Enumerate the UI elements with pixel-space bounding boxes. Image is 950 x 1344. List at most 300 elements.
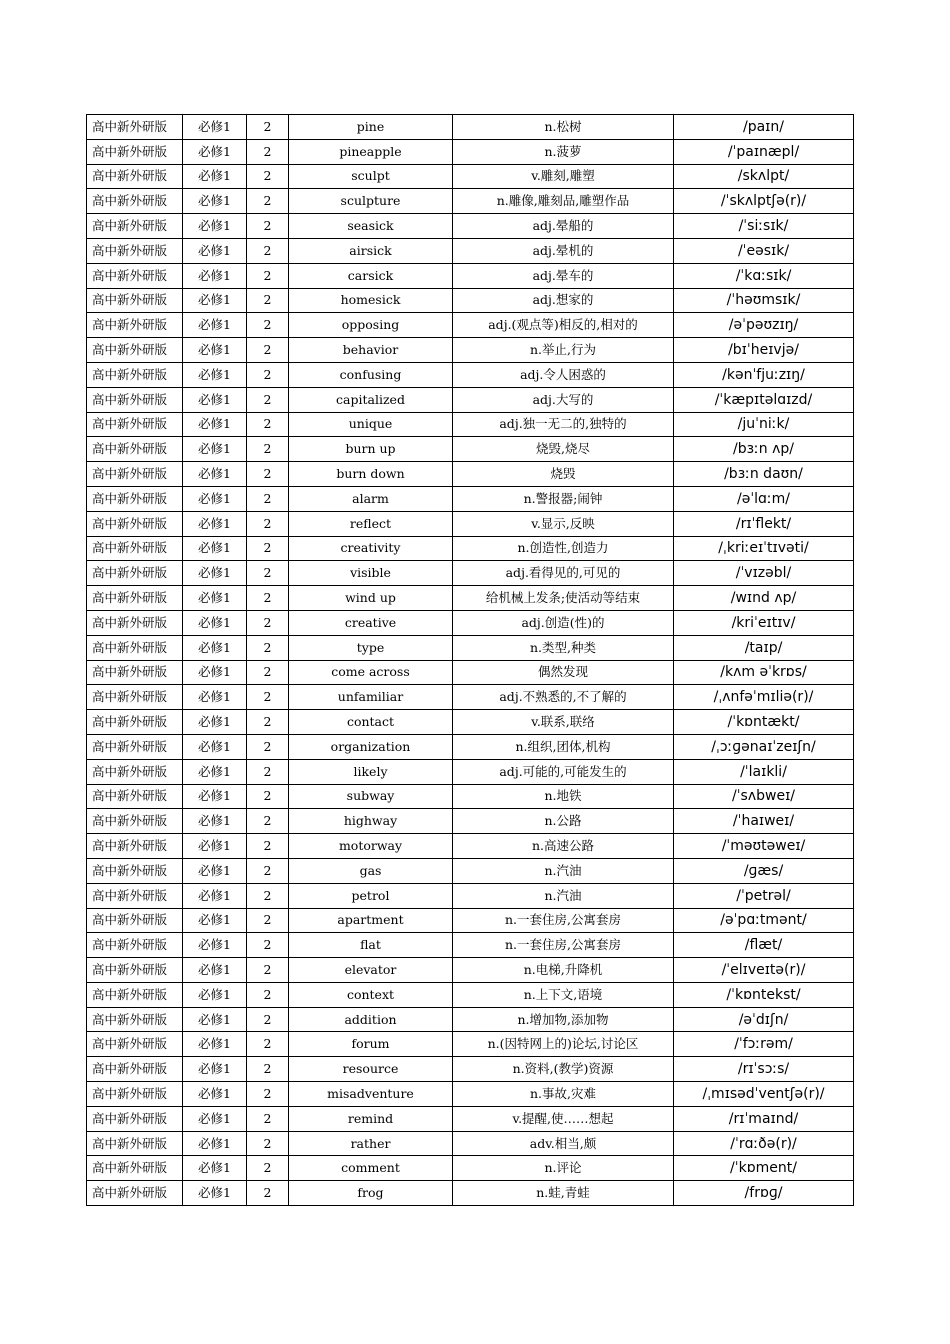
word-cell: subway <box>289 784 453 809</box>
phonetic-cell: /rɪˈmaɪnd/ <box>674 1106 854 1131</box>
textbook-cell: 高中新外研版 <box>87 313 183 338</box>
textbook-cell: 高中新外研版 <box>87 437 183 462</box>
word-cell: type <box>289 635 453 660</box>
textbook-cell: 高中新外研版 <box>87 933 183 958</box>
table-row <box>87 238 854 263</box>
unit-cell: 2 <box>247 1181 289 1206</box>
unit-cell: 2 <box>247 189 289 214</box>
word-cell: contact <box>289 710 453 735</box>
phonetic-cell: /kriˈeɪtɪv/ <box>674 610 854 635</box>
table-row <box>87 933 854 958</box>
word-cell: motorway <box>289 834 453 859</box>
textbook-cell: 高中新外研版 <box>87 710 183 735</box>
textbook-cell: 高中新外研版 <box>87 858 183 883</box>
table-row <box>87 561 854 586</box>
module-cell: 必修1 <box>183 1106 247 1131</box>
table-row <box>87 660 854 685</box>
word-cell: rather <box>289 1131 453 1156</box>
word-cell: likely <box>289 759 453 784</box>
unit-cell: 2 <box>247 214 289 239</box>
textbook-cell: 高中新外研版 <box>87 1106 183 1131</box>
meaning-cell: n.汽油 <box>453 883 674 908</box>
unit-cell: 2 <box>247 511 289 536</box>
table-row <box>87 858 854 883</box>
unit-cell: 2 <box>247 610 289 635</box>
textbook-cell: 高中新外研版 <box>87 809 183 834</box>
unit-cell: 2 <box>247 238 289 263</box>
phonetic-cell: /ˈkæpɪtəlɑɪzd/ <box>674 387 854 412</box>
module-cell: 必修1 <box>183 561 247 586</box>
meaning-cell: 给机械上发条;使活动等结束 <box>453 586 674 611</box>
word-cell: gas <box>289 858 453 883</box>
phonetic-cell: /ˈməʊtəweɪ/ <box>674 834 854 859</box>
word-cell: forum <box>289 1032 453 1057</box>
phonetic-cell: /paɪn/ <box>674 115 854 140</box>
table-row <box>87 189 854 214</box>
table-row <box>87 362 854 387</box>
meaning-cell: n.资料,(教学)资源 <box>453 1057 674 1082</box>
module-cell: 必修1 <box>183 1057 247 1082</box>
table-row <box>87 164 854 189</box>
module-cell: 必修1 <box>183 958 247 983</box>
phonetic-cell: /bɜːn daʊn/ <box>674 462 854 487</box>
module-cell: 必修1 <box>183 164 247 189</box>
unit-cell: 2 <box>247 412 289 437</box>
phonetic-cell: /ˈfɔːrəm/ <box>674 1032 854 1057</box>
textbook-cell: 高中新外研版 <box>87 586 183 611</box>
textbook-cell: 高中新外研版 <box>87 387 183 412</box>
textbook-cell: 高中新外研版 <box>87 958 183 983</box>
table-row <box>87 214 854 239</box>
module-cell: 必修1 <box>183 710 247 735</box>
meaning-cell: adj.想家的 <box>453 288 674 313</box>
unit-cell: 2 <box>247 933 289 958</box>
phonetic-cell: /ˈelɪveɪtə(r)/ <box>674 958 854 983</box>
table-row <box>87 784 854 809</box>
textbook-cell: 高中新外研版 <box>87 214 183 239</box>
module-cell: 必修1 <box>183 660 247 685</box>
vocabulary-table-body <box>87 115 854 1206</box>
table-row <box>87 809 854 834</box>
unit-cell: 2 <box>247 635 289 660</box>
phonetic-cell: /taɪp/ <box>674 635 854 660</box>
unit-cell: 2 <box>247 834 289 859</box>
word-cell: airsick <box>289 238 453 263</box>
unit-cell: 2 <box>247 313 289 338</box>
phonetic-cell: /bɪˈheɪvjə/ <box>674 338 854 363</box>
textbook-cell: 高中新外研版 <box>87 412 183 437</box>
word-cell: carsick <box>289 263 453 288</box>
meaning-cell: n.增加物,添加物 <box>453 1007 674 1032</box>
word-cell: wind up <box>289 586 453 611</box>
meaning-cell: n.评论 <box>453 1156 674 1181</box>
textbook-cell: 高中新外研版 <box>87 635 183 660</box>
word-cell: burn up <box>289 437 453 462</box>
unit-cell: 2 <box>247 710 289 735</box>
textbook-cell: 高中新外研版 <box>87 834 183 859</box>
module-cell: 必修1 <box>183 362 247 387</box>
meaning-cell: n.雕像,雕刻品,雕塑作品 <box>453 189 674 214</box>
phonetic-cell: /kənˈfjuːzɪŋ/ <box>674 362 854 387</box>
table-row <box>87 412 854 437</box>
module-cell: 必修1 <box>183 263 247 288</box>
meaning-cell: n.(因特网上的)论坛,讨论区 <box>453 1032 674 1057</box>
word-cell: opposing <box>289 313 453 338</box>
table-row <box>87 139 854 164</box>
word-cell: frog <box>289 1181 453 1206</box>
unit-cell: 2 <box>247 908 289 933</box>
meaning-cell: adj.独一无二的,独特的 <box>453 412 674 437</box>
word-cell: remind <box>289 1106 453 1131</box>
module-cell: 必修1 <box>183 313 247 338</box>
textbook-cell: 高中新外研版 <box>87 685 183 710</box>
table-row <box>87 710 854 735</box>
unit-cell: 2 <box>247 1082 289 1107</box>
meaning-cell: n.汽油 <box>453 858 674 883</box>
unit-cell: 2 <box>247 486 289 511</box>
meaning-cell: adj.(观点等)相反的,相对的 <box>453 313 674 338</box>
meaning-cell: n.举止,行为 <box>453 338 674 363</box>
module-cell: 必修1 <box>183 610 247 635</box>
meaning-cell: n.警报器;闹钟 <box>453 486 674 511</box>
table-row <box>87 610 854 635</box>
unit-cell: 2 <box>247 139 289 164</box>
unit-cell: 2 <box>247 1156 289 1181</box>
textbook-cell: 高中新外研版 <box>87 263 183 288</box>
unit-cell: 2 <box>247 586 289 611</box>
module-cell: 必修1 <box>183 115 247 140</box>
word-cell: unfamiliar <box>289 685 453 710</box>
table-row <box>87 1007 854 1032</box>
unit-cell: 2 <box>247 561 289 586</box>
meaning-cell: n.地铁 <box>453 784 674 809</box>
phonetic-cell: /ˈsiːsɪk/ <box>674 214 854 239</box>
word-cell: seasick <box>289 214 453 239</box>
meaning-cell: adj.不熟悉的,不了解的 <box>453 685 674 710</box>
phonetic-cell: /rɪˈsɔːs/ <box>674 1057 854 1082</box>
phonetic-cell: /ˈsʌbweɪ/ <box>674 784 854 809</box>
table-row <box>87 288 854 313</box>
meaning-cell: n.菠萝 <box>453 139 674 164</box>
table-row <box>87 263 854 288</box>
module-cell: 必修1 <box>183 784 247 809</box>
textbook-cell: 高中新外研版 <box>87 759 183 784</box>
textbook-cell: 高中新外研版 <box>87 115 183 140</box>
unit-cell: 2 <box>247 982 289 1007</box>
textbook-cell: 高中新外研版 <box>87 1156 183 1181</box>
phonetic-cell: /ˈkɒntekst/ <box>674 982 854 1007</box>
unit-cell: 2 <box>247 288 289 313</box>
phonetic-cell: /ˌkriːeɪˈtɪvəti/ <box>674 536 854 561</box>
phonetic-cell: /flæt/ <box>674 933 854 958</box>
module-cell: 必修1 <box>183 1032 247 1057</box>
phonetic-cell: /ˈhaɪweɪ/ <box>674 809 854 834</box>
phonetic-cell: /ɡæs/ <box>674 858 854 883</box>
unit-cell: 2 <box>247 462 289 487</box>
unit-cell: 2 <box>247 759 289 784</box>
phonetic-cell: /ˈlaɪkli/ <box>674 759 854 784</box>
module-cell: 必修1 <box>183 586 247 611</box>
table-row <box>87 387 854 412</box>
unit-cell: 2 <box>247 362 289 387</box>
unit-cell: 2 <box>247 164 289 189</box>
module-cell: 必修1 <box>183 486 247 511</box>
word-cell: pine <box>289 115 453 140</box>
meaning-cell: adj.可能的,可能发生的 <box>453 759 674 784</box>
textbook-cell: 高中新外研版 <box>87 1032 183 1057</box>
table-row <box>87 1106 854 1131</box>
word-cell: homesick <box>289 288 453 313</box>
phonetic-cell: /ˈkɒment/ <box>674 1156 854 1181</box>
textbook-cell: 高中新外研版 <box>87 561 183 586</box>
unit-cell: 2 <box>247 437 289 462</box>
table-row <box>87 586 854 611</box>
word-cell: behavior <box>289 338 453 363</box>
meaning-cell: adj.看得见的,可见的 <box>453 561 674 586</box>
textbook-cell: 高中新外研版 <box>87 536 183 561</box>
phonetic-cell: /əˈdɪʃn/ <box>674 1007 854 1032</box>
module-cell: 必修1 <box>183 1156 247 1181</box>
phonetic-cell: /kʌm əˈkrɒs/ <box>674 660 854 685</box>
table-row <box>87 883 854 908</box>
vocabulary-table <box>86 114 854 1206</box>
module-cell: 必修1 <box>183 139 247 164</box>
table-row <box>87 462 854 487</box>
unit-cell: 2 <box>247 536 289 561</box>
meaning-cell: n.类型,种类 <box>453 635 674 660</box>
meaning-cell: n.公路 <box>453 809 674 834</box>
word-cell: unique <box>289 412 453 437</box>
table-row <box>87 1032 854 1057</box>
module-cell: 必修1 <box>183 834 247 859</box>
word-cell: capitalized <box>289 387 453 412</box>
meaning-cell: n.松树 <box>453 115 674 140</box>
table-row <box>87 536 854 561</box>
meaning-cell: adv.相当,颇 <box>453 1131 674 1156</box>
word-cell: burn down <box>289 462 453 487</box>
textbook-cell: 高中新外研版 <box>87 189 183 214</box>
phonetic-cell: /ˈkɑːsɪk/ <box>674 263 854 288</box>
textbook-cell: 高中新外研版 <box>87 486 183 511</box>
meaning-cell: v.显示,反映 <box>453 511 674 536</box>
table-row <box>87 1156 854 1181</box>
unit-cell: 2 <box>247 1106 289 1131</box>
word-cell: come across <box>289 660 453 685</box>
table-row <box>87 1082 854 1107</box>
textbook-cell: 高中新外研版 <box>87 288 183 313</box>
unit-cell: 2 <box>247 115 289 140</box>
module-cell: 必修1 <box>183 214 247 239</box>
textbook-cell: 高中新外研版 <box>87 610 183 635</box>
unit-cell: 2 <box>247 660 289 685</box>
textbook-cell: 高中新外研版 <box>87 1007 183 1032</box>
table-row <box>87 635 854 660</box>
phonetic-cell: /ˈpaɪnæpl/ <box>674 139 854 164</box>
unit-cell: 2 <box>247 685 289 710</box>
textbook-cell: 高中新外研版 <box>87 908 183 933</box>
meaning-cell: adj.创造(性)的 <box>453 610 674 635</box>
table-row <box>87 313 854 338</box>
phonetic-cell: /əˈpəʊzɪŋ/ <box>674 313 854 338</box>
module-cell: 必修1 <box>183 437 247 462</box>
phonetic-cell: /ˈeəsɪk/ <box>674 238 854 263</box>
textbook-cell: 高中新外研版 <box>87 511 183 536</box>
word-cell: highway <box>289 809 453 834</box>
unit-cell: 2 <box>247 734 289 759</box>
meaning-cell: n.蛙,青蛙 <box>453 1181 674 1206</box>
phonetic-cell: /ˌmɪsədˈventʃə(r)/ <box>674 1082 854 1107</box>
textbook-cell: 高中新外研版 <box>87 1082 183 1107</box>
table-row <box>87 685 854 710</box>
textbook-cell: 高中新外研版 <box>87 164 183 189</box>
module-cell: 必修1 <box>183 412 247 437</box>
textbook-cell: 高中新外研版 <box>87 139 183 164</box>
word-cell: organization <box>289 734 453 759</box>
table-row <box>87 338 854 363</box>
word-cell: petrol <box>289 883 453 908</box>
meaning-cell: adj.大写的 <box>453 387 674 412</box>
meaning-cell: adj.令人困惑的 <box>453 362 674 387</box>
table-row <box>87 734 854 759</box>
module-cell: 必修1 <box>183 536 247 561</box>
textbook-cell: 高中新外研版 <box>87 1131 183 1156</box>
phonetic-cell: /ˈrɑːðə(r)/ <box>674 1131 854 1156</box>
table-row <box>87 437 854 462</box>
word-cell: apartment <box>289 908 453 933</box>
unit-cell: 2 <box>247 1032 289 1057</box>
module-cell: 必修1 <box>183 883 247 908</box>
table-row <box>87 511 854 536</box>
module-cell: 必修1 <box>183 462 247 487</box>
unit-cell: 2 <box>247 958 289 983</box>
phonetic-cell: /əˈpɑːtmənt/ <box>674 908 854 933</box>
unit-cell: 2 <box>247 387 289 412</box>
table-row <box>87 1181 854 1206</box>
module-cell: 必修1 <box>183 908 247 933</box>
module-cell: 必修1 <box>183 982 247 1007</box>
module-cell: 必修1 <box>183 288 247 313</box>
word-cell: elevator <box>289 958 453 983</box>
module-cell: 必修1 <box>183 238 247 263</box>
module-cell: 必修1 <box>183 759 247 784</box>
word-cell: creative <box>289 610 453 635</box>
module-cell: 必修1 <box>183 511 247 536</box>
meaning-cell: n.一套住房,公寓套房 <box>453 933 674 958</box>
textbook-cell: 高中新外研版 <box>87 660 183 685</box>
phonetic-cell: /əˈlɑːm/ <box>674 486 854 511</box>
phonetic-cell: /ˌʌnfəˈmɪliə(r)/ <box>674 685 854 710</box>
module-cell: 必修1 <box>183 734 247 759</box>
module-cell: 必修1 <box>183 1131 247 1156</box>
unit-cell: 2 <box>247 1131 289 1156</box>
word-cell: sculpture <box>289 189 453 214</box>
textbook-cell: 高中新外研版 <box>87 462 183 487</box>
word-cell: resource <box>289 1057 453 1082</box>
word-cell: flat <box>289 933 453 958</box>
meaning-cell: 偶然发现 <box>453 660 674 685</box>
table-row <box>87 1057 854 1082</box>
meaning-cell: n.创造性,创造力 <box>453 536 674 561</box>
meaning-cell: v.提醒,使……想起 <box>453 1106 674 1131</box>
unit-cell: 2 <box>247 784 289 809</box>
meaning-cell: v.联系,联络 <box>453 710 674 735</box>
word-cell: creativity <box>289 536 453 561</box>
phonetic-cell: /ˈhəʊmsɪk/ <box>674 288 854 313</box>
word-cell: context <box>289 982 453 1007</box>
textbook-cell: 高中新外研版 <box>87 883 183 908</box>
phonetic-cell: /ˈvɪzəbl/ <box>674 561 854 586</box>
meaning-cell: n.组织,团体,机构 <box>453 734 674 759</box>
word-cell: comment <box>289 1156 453 1181</box>
word-cell: sculpt <box>289 164 453 189</box>
phonetic-cell: /skʌlpt/ <box>674 164 854 189</box>
word-cell: alarm <box>289 486 453 511</box>
word-cell: pineapple <box>289 139 453 164</box>
meaning-cell: n.事故,灾难 <box>453 1082 674 1107</box>
module-cell: 必修1 <box>183 1082 247 1107</box>
unit-cell: 2 <box>247 1007 289 1032</box>
textbook-cell: 高中新外研版 <box>87 784 183 809</box>
table-row <box>87 115 854 140</box>
module-cell: 必修1 <box>183 858 247 883</box>
phonetic-cell: /ˈskʌlptʃə(r)/ <box>674 189 854 214</box>
unit-cell: 2 <box>247 809 289 834</box>
meaning-cell: 烧毁 <box>453 462 674 487</box>
module-cell: 必修1 <box>183 1007 247 1032</box>
phonetic-cell: /ˌɔːɡənaɪˈzeɪʃn/ <box>674 734 854 759</box>
table-row <box>87 958 854 983</box>
table-row <box>87 908 854 933</box>
textbook-cell: 高中新外研版 <box>87 362 183 387</box>
textbook-cell: 高中新外研版 <box>87 1181 183 1206</box>
meaning-cell: n.高速公路 <box>453 834 674 859</box>
textbook-cell: 高中新外研版 <box>87 238 183 263</box>
phonetic-cell: /bɜːn ʌp/ <box>674 437 854 462</box>
word-cell: confusing <box>289 362 453 387</box>
unit-cell: 2 <box>247 263 289 288</box>
module-cell: 必修1 <box>183 809 247 834</box>
meaning-cell: adj.晕机的 <box>453 238 674 263</box>
table-row <box>87 982 854 1007</box>
word-cell: reflect <box>289 511 453 536</box>
word-cell: visible <box>289 561 453 586</box>
phonetic-cell: /ˈkɒntækt/ <box>674 710 854 735</box>
meaning-cell: n.电梯,升降机 <box>453 958 674 983</box>
module-cell: 必修1 <box>183 933 247 958</box>
module-cell: 必修1 <box>183 1181 247 1206</box>
phonetic-cell: /juˈniːk/ <box>674 412 854 437</box>
module-cell: 必修1 <box>183 189 247 214</box>
table-row <box>87 1131 854 1156</box>
module-cell: 必修1 <box>183 338 247 363</box>
phonetic-cell: /frɒɡ/ <box>674 1181 854 1206</box>
table-row <box>87 486 854 511</box>
meaning-cell: adj.晕车的 <box>453 263 674 288</box>
phonetic-cell: /wɪnd ʌp/ <box>674 586 854 611</box>
unit-cell: 2 <box>247 883 289 908</box>
meaning-cell: n.上下文,语境 <box>453 982 674 1007</box>
module-cell: 必修1 <box>183 387 247 412</box>
meaning-cell: 烧毁,烧尽 <box>453 437 674 462</box>
textbook-cell: 高中新外研版 <box>87 1057 183 1082</box>
table-row <box>87 759 854 784</box>
textbook-cell: 高中新外研版 <box>87 982 183 1007</box>
textbook-cell: 高中新外研版 <box>87 338 183 363</box>
word-cell: addition <box>289 1007 453 1032</box>
meaning-cell: adj.晕船的 <box>453 214 674 239</box>
meaning-cell: v.雕刻,雕塑 <box>453 164 674 189</box>
word-cell: misadventure <box>289 1082 453 1107</box>
